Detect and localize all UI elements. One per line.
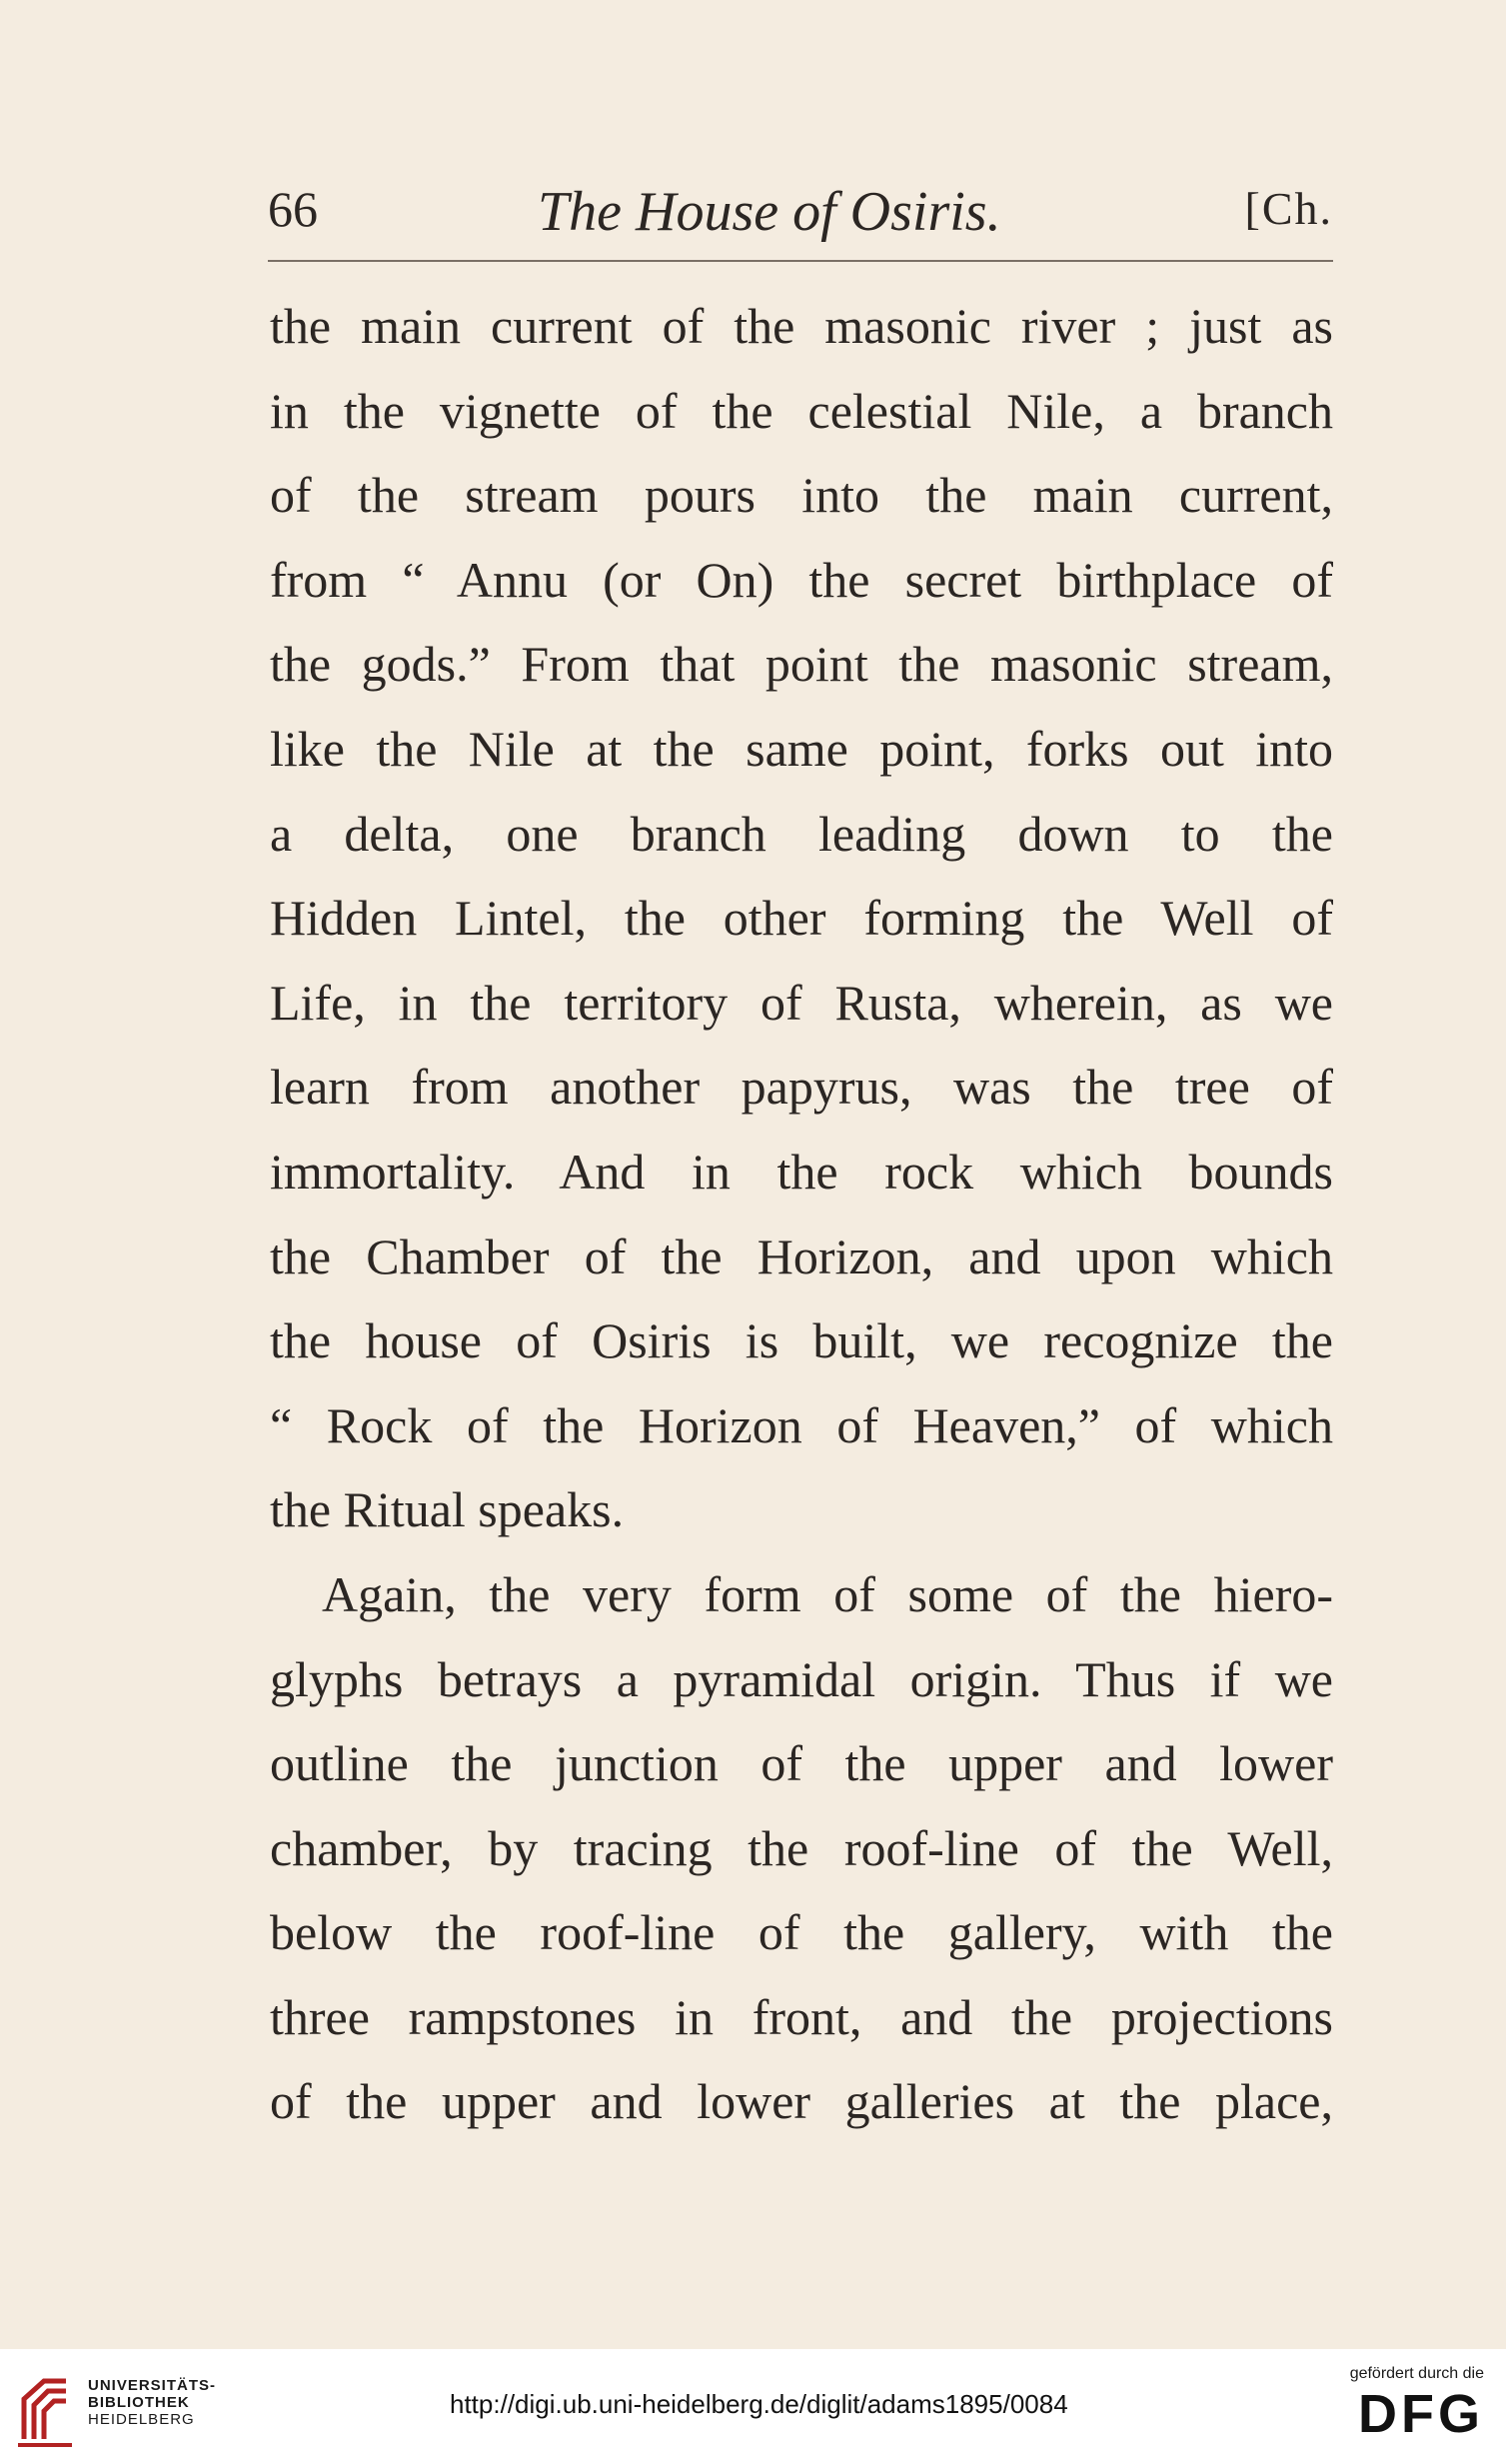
text-line: chamber, by tracing the roof-line of the Well, (270, 1819, 1333, 1876)
text-line: outline the junction of the upper and lower (270, 1735, 1333, 1792)
text-line: immortality. And in the rock which bounds (270, 1143, 1333, 1200)
body-text (270, 284, 1333, 2144)
text-line: a delta, one branch leading down to the (270, 805, 1333, 862)
paragraph-2 (270, 1552, 1333, 2144)
library-name-line: HEIDELBERG (88, 2411, 195, 2428)
chapter-mark: [Ch. (1244, 183, 1333, 234)
text-line: in the vignette of the celestial Nile, a branch (270, 382, 1333, 439)
funder-block (1304, 2365, 1484, 2461)
text-line: Life, in the territory of Rusta, wherein, as we (270, 974, 1333, 1031)
library-name-line: BIBLIOTHEK (88, 2394, 190, 2411)
text-line: of the stream pours into the main current, (270, 467, 1333, 524)
running-title: The House of Osiris. (538, 181, 1001, 243)
digitization-footer (0, 2349, 1506, 2464)
text-line: “ Rock of the Horizon of Heaven,” of which (270, 1396, 1333, 1453)
text-line: glyphs betrays a pyramidal origin. Thus if we (270, 1650, 1333, 1707)
page-number: 66 (268, 181, 318, 237)
text-line: the main current of the masonic river ; just as (270, 298, 1333, 354)
source-url-link[interactable]: http://digi.ub.uni-heidelberg.de/diglit/adams1895/0084 (450, 2389, 1068, 2419)
text-line: Hidden Lintel, the other forming the Well of (270, 890, 1333, 947)
text-line: from “ Annu (or On) the secret birthplace of (270, 551, 1333, 608)
text-line: of the upper and lower galleries at the place, (270, 2073, 1333, 2130)
text-line: the Chamber of the Horizon, and upon which (270, 1228, 1333, 1284)
university-library-logo-icon (14, 2369, 76, 2451)
text-line: Again, the very form of some of the hiero- (322, 1565, 1333, 1622)
text-line: learn from another papyrus, was the tree of (270, 1059, 1333, 1116)
header-rule (268, 260, 1333, 262)
text-line: three rampstones in front, and the projections (270, 1988, 1333, 2045)
funding-note: gefördert durch die (1349, 2365, 1484, 2382)
text-line: the gods.” From that point the masonic stream, (270, 636, 1333, 693)
text-line: the Ritual speaks. (270, 1481, 625, 1538)
paragraph-1 (270, 284, 1333, 1552)
dfg-logo-icon: DFG (1358, 2384, 1484, 2444)
text-line: the house of Osiris is built, we recognize the (270, 1312, 1333, 1369)
library-name-line: UNIVERSITÄTS- (88, 2377, 217, 2394)
library-name (88, 2377, 216, 2428)
page-header (268, 168, 1333, 258)
text-line: like the Nile at the same point, forks out into (270, 720, 1333, 777)
text-line: below the roof-line of the gallery, with the (270, 1904, 1333, 1961)
